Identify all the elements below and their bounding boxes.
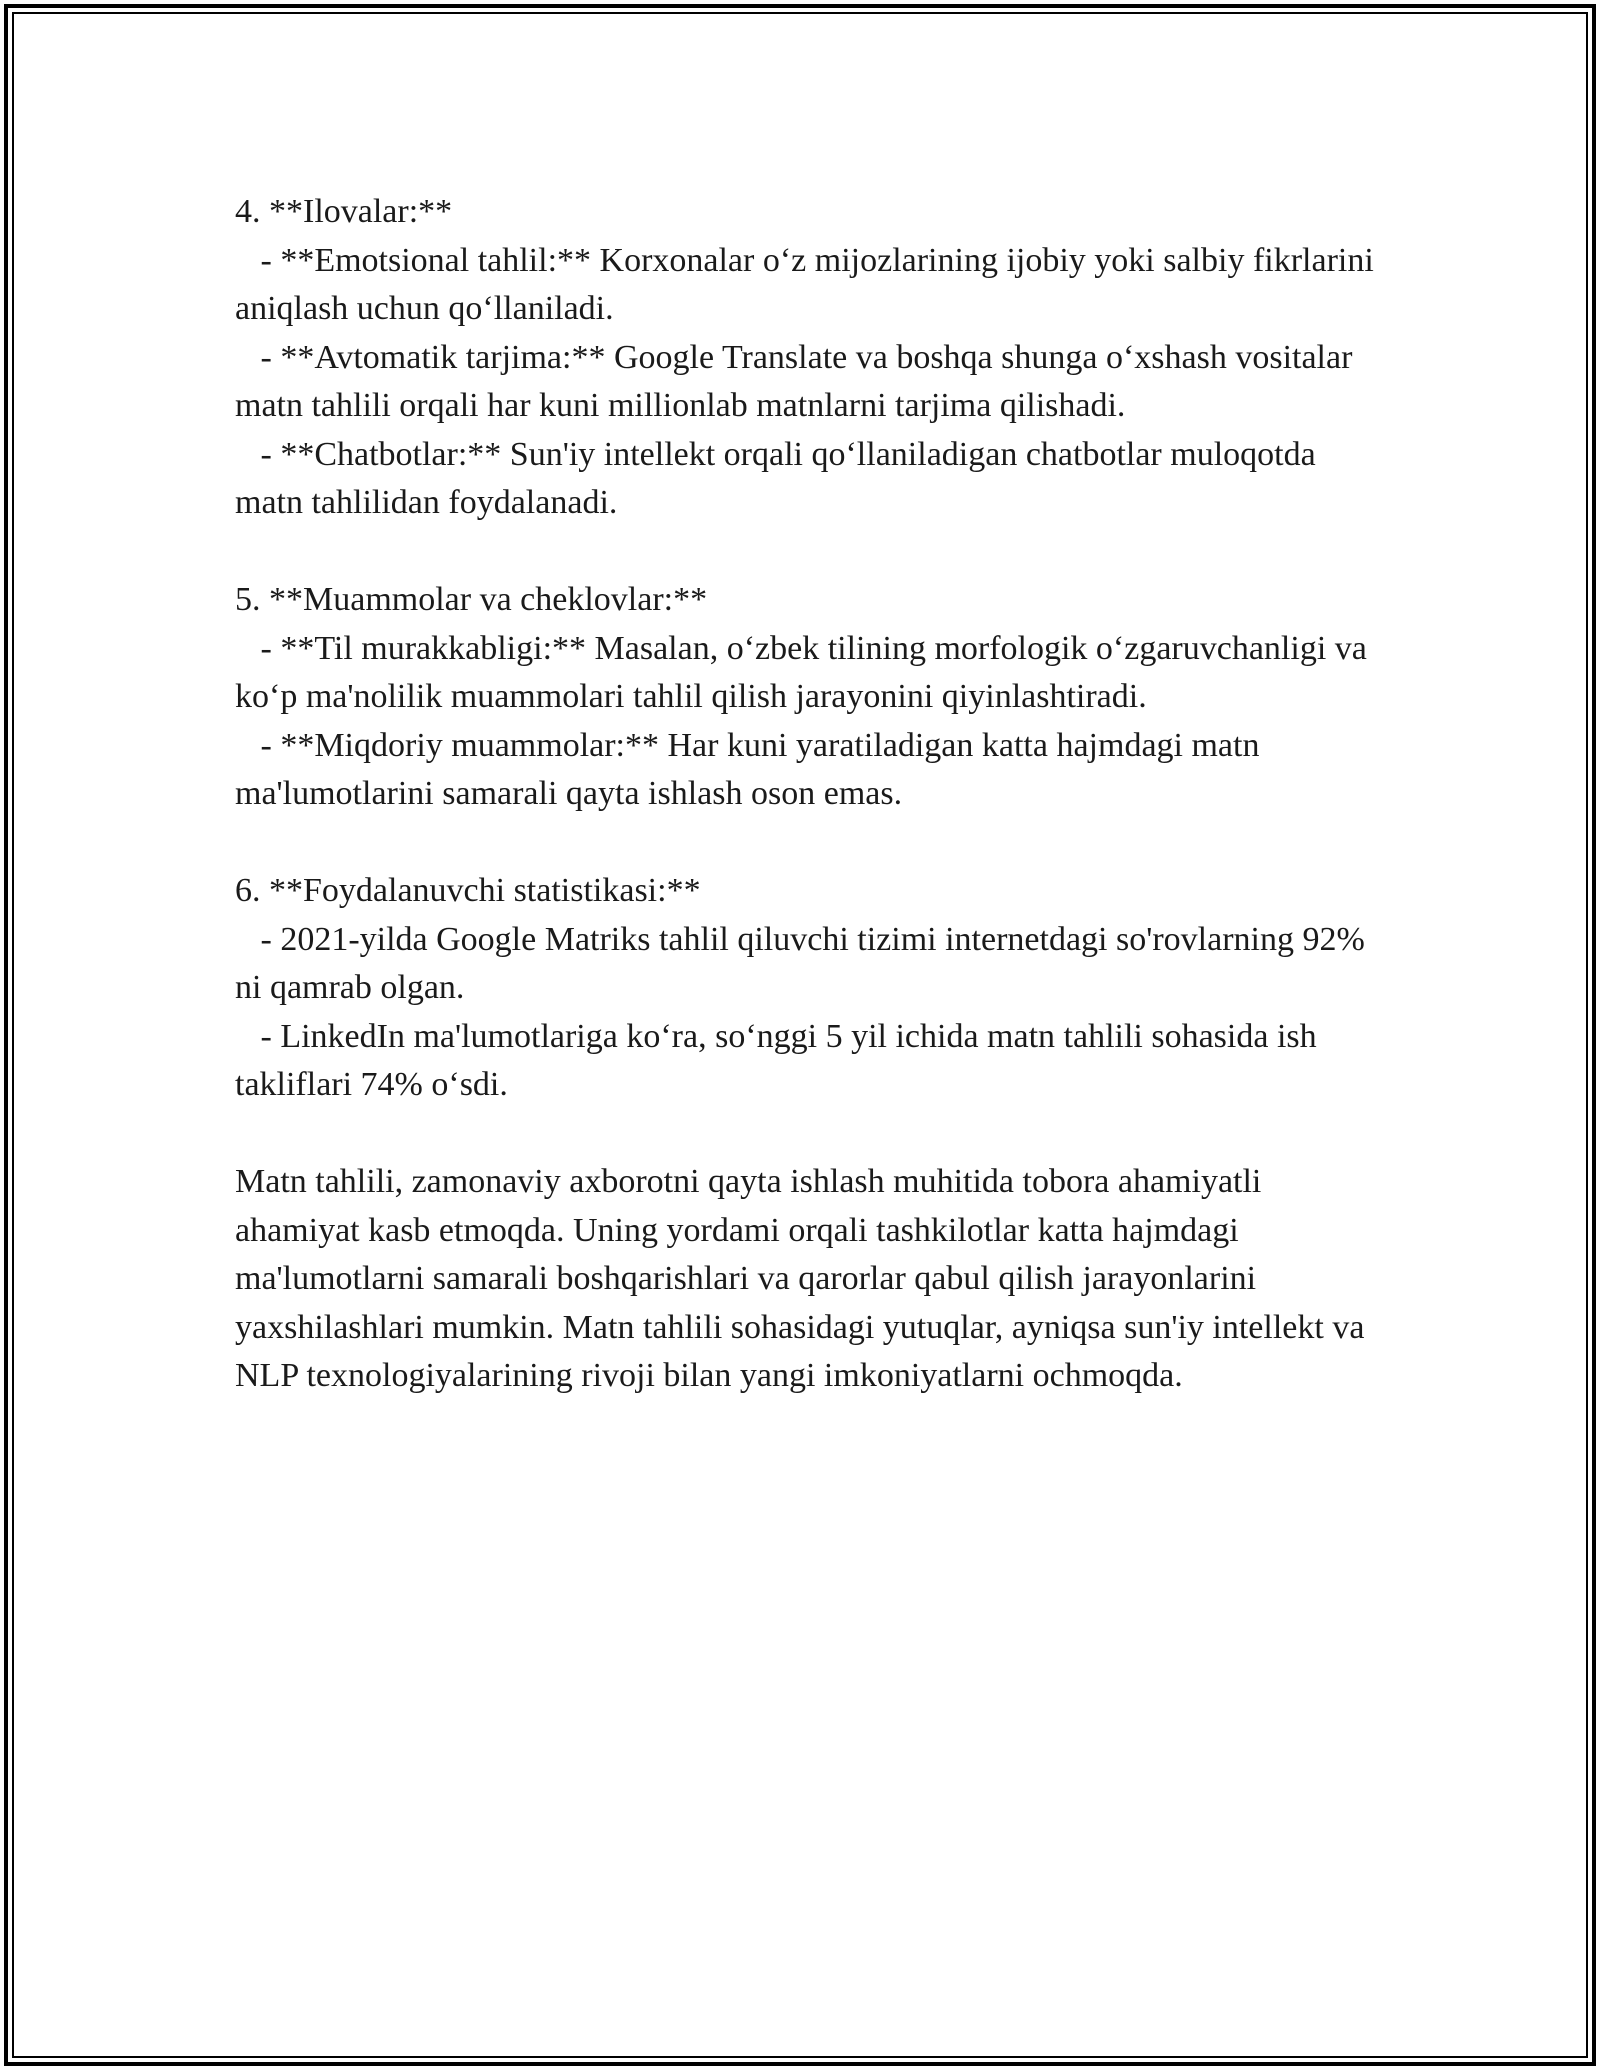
paragraph-gap (235, 819, 1375, 868)
section-heading: 5. **Muammolar va cheklovlar:** (235, 581, 708, 618)
paragraph-gap (235, 1110, 1375, 1159)
section-ilovalar (235, 188, 1383, 528)
document-body (235, 188, 1383, 1401)
section-statistika (235, 867, 1375, 1110)
section-heading: 6. **Foydalanuvchi statistikasi:** (235, 872, 701, 909)
section-muammolar (235, 576, 1375, 819)
list-item: - **Chatbotlar:** Sun'iy intellekt orqali qo‘llaniladigan chatbotlar muloqotda matn tahlilidan foydalanadi. (235, 435, 1325, 521)
paragraph-gap (235, 528, 1375, 577)
section-heading: 4. **Ilovalar:** (235, 193, 453, 230)
list-item: - **Til murakkabligi:** Masalan, o‘zbek tilining morfologik o‘zgaruvchanligi va ko‘p ma'nolilik muammolari tahlil qilish jarayonini qiyinlashtiradi. (235, 629, 1376, 715)
list-item: - 2021-yilda Google Matriks tahlil qiluvchi tizimi internetdagi so'rovlarning 92% ni qamrab olgan. (235, 920, 1374, 1006)
list-item: - LinkedIn ma'lumotlariga ko‘ra, so‘nggi 5 yil ichida matn tahlili sohasida ish takliflari 74% o‘sdi. (235, 1017, 1326, 1103)
list-item: - **Miqdoriy muammolar:** Har kuni yaratiladigan katta hajmdagi matn ma'lumotlarini samarali qayta ishlash oson emas. (235, 726, 1268, 812)
list-item: - **Avtomatik tarjima:** Google Translate va boshqa shunga o‘xshash vositalar matn tahlili orqali har kuni millionlab matnlarni tarjima qilishadi. (235, 338, 1361, 424)
list-item: - **Emotsional tahlil:** Korxonalar o‘z mijozlarining ijobiy yoki salbiy fikrlarini aniqlash uchun qo‘llaniladi. (235, 241, 1383, 327)
conclusion-paragraph: Matn tahlili, zamonaviy axborotni qayta ishlash muhitida tobora ahamiyatli ahamiyat kasb etmoqda. Uning yordami orqali tashkilotlar katta hajmdagi ma'lumotlarni samarali boshqarishlari va qarorlar qabul qilish jarayonlarini yaxshilashlari mumkin. Matn tahlili sohasidagi yutuqlar, ayniqsa sun'iy intellekt va NLP texnologiyalarining rivoji bilan yangi imkoniyatlarni ochmoqda. (235, 1163, 1373, 1394)
